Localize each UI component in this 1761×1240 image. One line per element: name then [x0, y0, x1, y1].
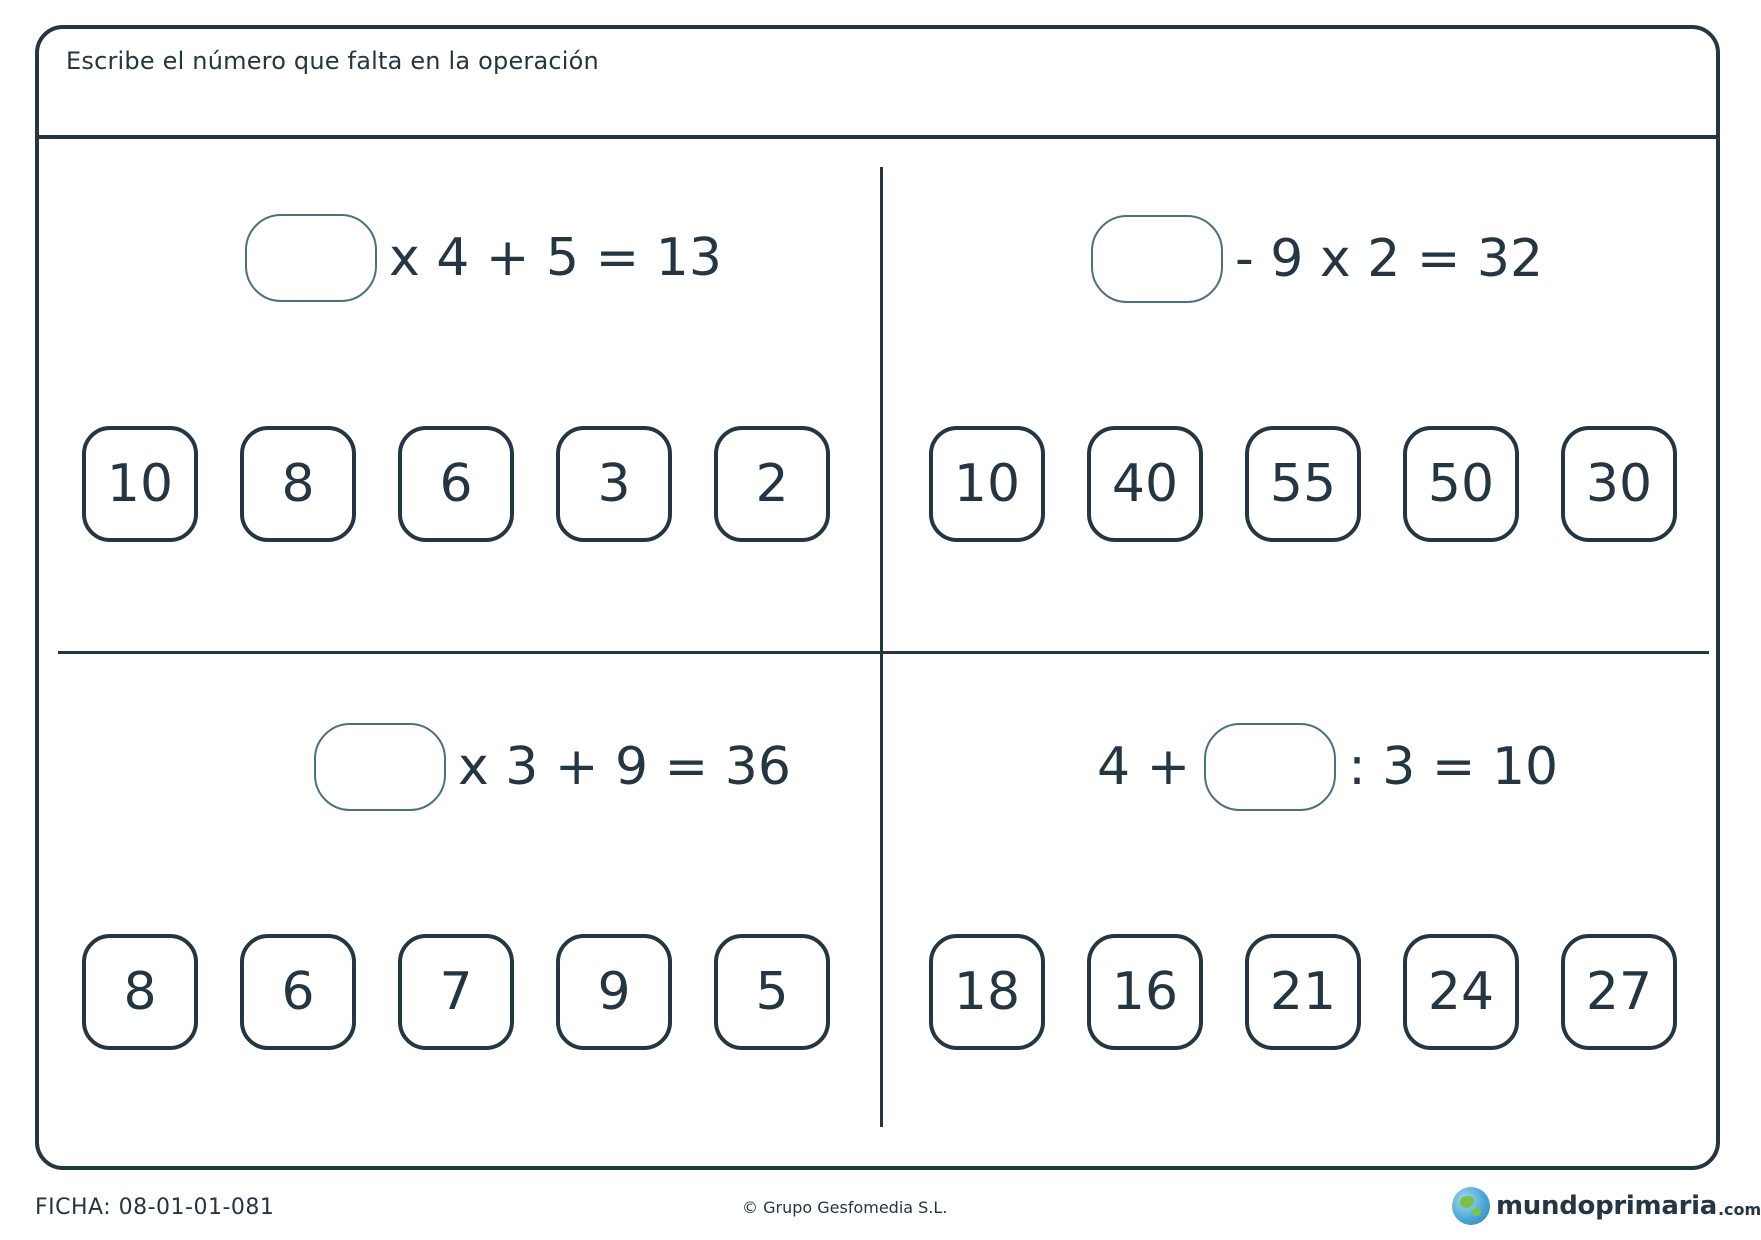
equation-3: [314, 721, 791, 813]
globe-icon: [1452, 1187, 1490, 1225]
options-4: [929, 934, 1677, 1050]
equation-4-text-before: 4 +: [1097, 737, 1191, 797]
answer-blank-4[interactable]: [1204, 723, 1336, 811]
option-4-1[interactable]: 18: [929, 934, 1045, 1050]
worksheet-frame: [35, 25, 1720, 1170]
option-2-4[interactable]: 50: [1403, 426, 1519, 542]
option-1-2[interactable]: 8: [240, 426, 356, 542]
option-4-2[interactable]: 16: [1087, 934, 1203, 1050]
equation-2: [1091, 213, 1543, 305]
brand-logo[interactable]: [1452, 1187, 1761, 1225]
option-3-5[interactable]: 5: [714, 934, 830, 1050]
option-2-1[interactable]: 10: [929, 426, 1045, 542]
option-3-4[interactable]: 9: [556, 934, 672, 1050]
ficha-code: FICHA: 08-01-01-081: [35, 1195, 275, 1220]
equation-4-text-after: : 3 = 10: [1348, 737, 1559, 797]
answer-blank-1[interactable]: [245, 214, 377, 302]
option-4-5[interactable]: 27: [1561, 934, 1677, 1050]
option-3-2[interactable]: 6: [240, 934, 356, 1050]
answer-blank-3[interactable]: [314, 723, 446, 811]
equation-1-text: x 4 + 5 = 13: [389, 228, 722, 288]
option-3-1[interactable]: 8: [82, 934, 198, 1050]
option-4-4[interactable]: 24: [1403, 934, 1519, 1050]
copyright-text: © Grupo Gesfomedia S.L.: [742, 1198, 948, 1217]
vertical-divider: [880, 167, 883, 1127]
option-1-3[interactable]: 6: [398, 426, 514, 542]
equation-3-text: x 3 + 9 = 36: [458, 737, 791, 797]
option-1-4[interactable]: 3: [556, 426, 672, 542]
option-2-3[interactable]: 55: [1245, 426, 1361, 542]
brand-tld: .com: [1717, 1199, 1761, 1219]
brand-name: mundoprimaria: [1496, 1191, 1717, 1221]
worksheet-header: [39, 29, 1716, 139]
option-1-1[interactable]: 10: [82, 426, 198, 542]
option-1-5[interactable]: 2: [714, 426, 830, 542]
option-2-2[interactable]: 40: [1087, 426, 1203, 542]
answer-blank-2[interactable]: [1091, 215, 1223, 303]
option-2-5[interactable]: 30: [1561, 426, 1677, 542]
equation-1: [245, 212, 722, 304]
options-2: [929, 426, 1677, 542]
options-3: [82, 934, 830, 1050]
equation-2-text: - 9 x 2 = 32: [1235, 229, 1544, 289]
instruction-text: Escribe el número que falta en la operación: [66, 47, 599, 75]
option-4-3[interactable]: 21: [1245, 934, 1361, 1050]
options-1: [82, 426, 830, 542]
option-3-3[interactable]: 7: [398, 934, 514, 1050]
horizontal-divider: [58, 651, 1709, 654]
equation-4: [1097, 721, 1558, 813]
